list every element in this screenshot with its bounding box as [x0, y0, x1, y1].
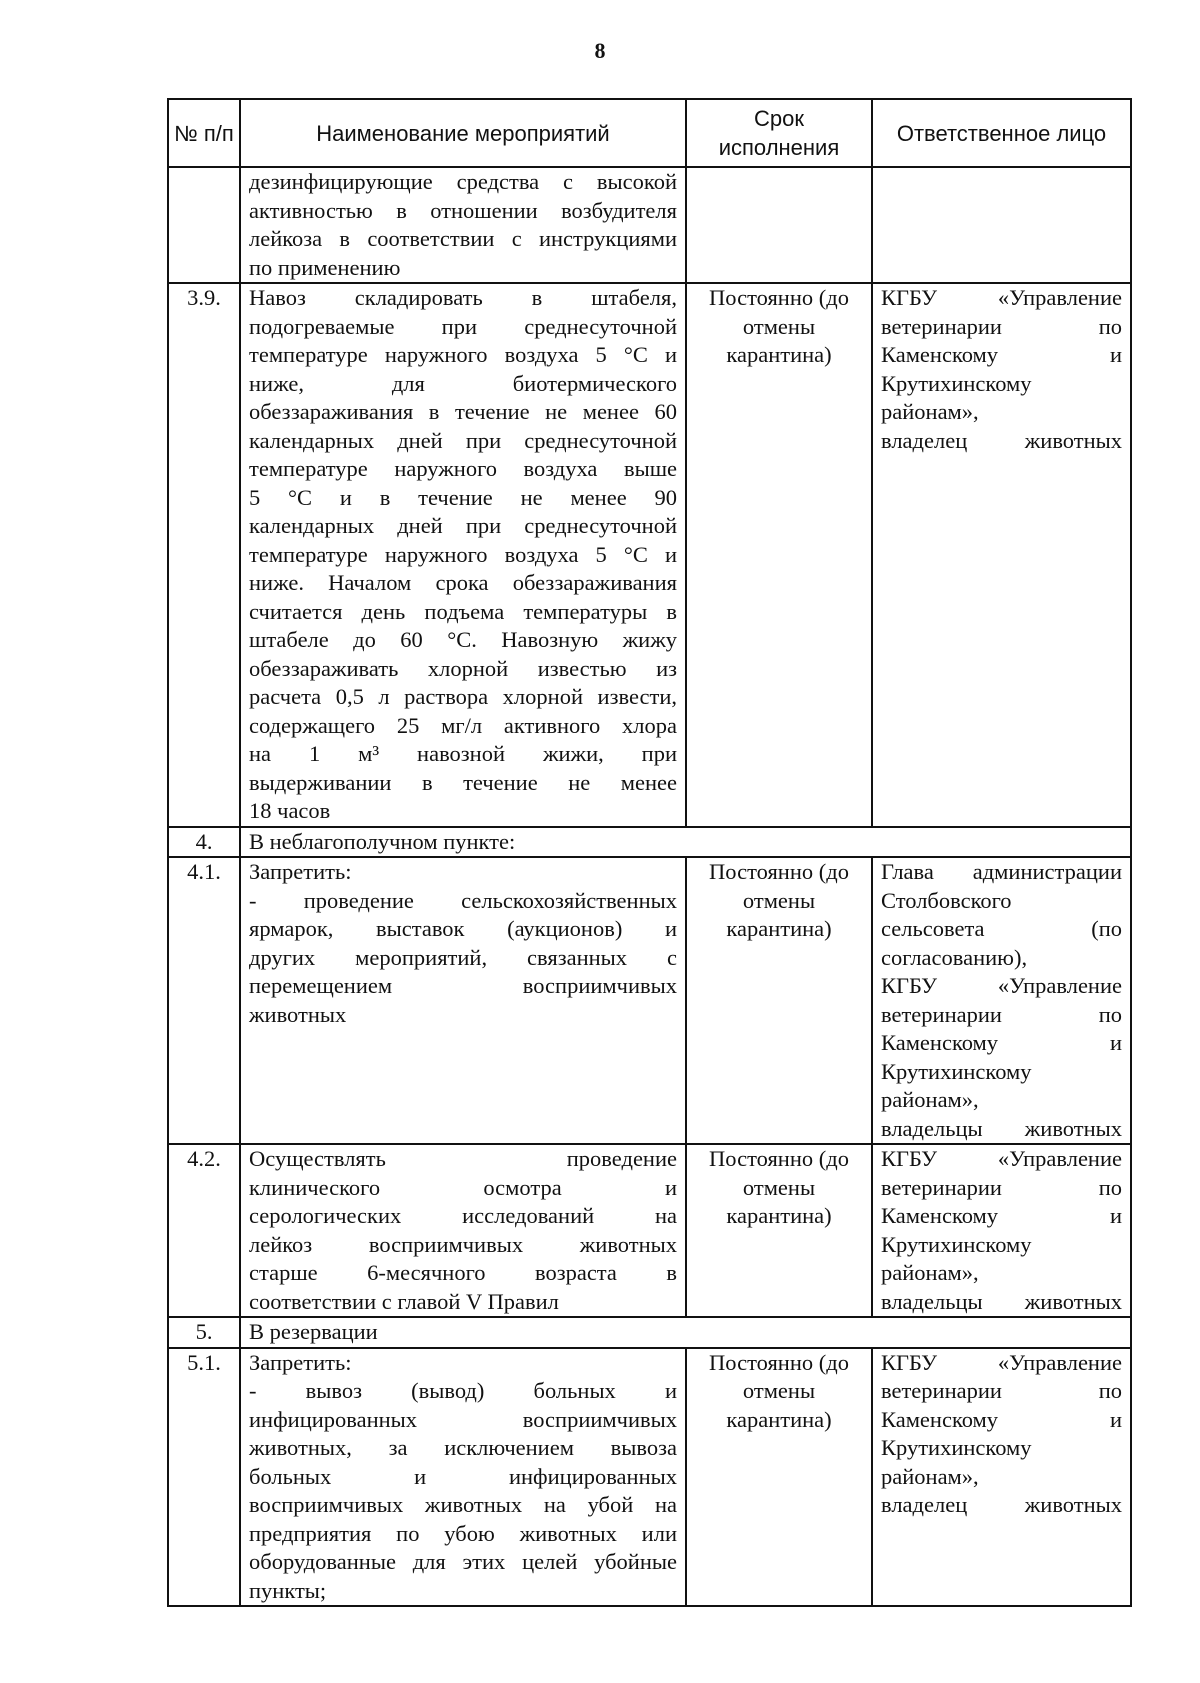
- execution-term: Постоянно (до отмены карантина): [686, 283, 872, 827]
- responsible-line: КГБУ «Управление: [881, 1349, 1122, 1375]
- measure-description: [240, 283, 686, 827]
- responsible-line: владельцы животных: [881, 1288, 1122, 1314]
- responsible-line: ветеринарии по: [881, 1378, 1122, 1403]
- description-line: - проведение сельскохозяйственных: [249, 887, 677, 913]
- table-row: [168, 1348, 1131, 1607]
- description-line: календарных дней при среднесуточной: [249, 427, 677, 453]
- table-body: [168, 167, 1131, 1606]
- responsible-line: Столбовского: [881, 887, 1012, 913]
- description-line: подогреваемые при среднесуточной: [249, 313, 677, 339]
- table-header-row: [168, 99, 1131, 167]
- description-line: серологических исследований на: [249, 1203, 677, 1228]
- description-line: температуре наружного воздуха 5 °С и: [249, 342, 677, 367]
- section-title: В резервации: [240, 1317, 1131, 1348]
- responsible-person: [872, 1144, 1131, 1317]
- execution-term: Постоянно (до отмены карантина): [686, 857, 872, 1144]
- description-line: восприимчивых животных на убой на: [249, 1492, 677, 1517]
- table-section-row: [168, 1317, 1131, 1348]
- responsible-line: районам»,: [881, 399, 979, 424]
- description-line: перемещением восприимчивых: [249, 973, 677, 998]
- description-line: клинического осмотра и: [249, 1174, 677, 1200]
- responsible-line: Глава администрации: [881, 859, 1122, 884]
- row-number: 4.: [168, 827, 240, 858]
- description-line: предприятия по убою животных или: [249, 1520, 677, 1546]
- table-row: [168, 283, 1131, 827]
- section-title: В неблагополучном пункте:: [240, 827, 1131, 858]
- description-line: пункты;: [249, 1577, 327, 1603]
- responsible-line: районам»,: [881, 1087, 979, 1112]
- row-number: [168, 167, 240, 283]
- description-line: активностью в отношении возбудителя: [249, 197, 677, 223]
- description-line: температуре наружного воздуха 5 °С и: [249, 541, 677, 567]
- responsible-line: владелец животных: [881, 427, 1122, 453]
- description-line: других мероприятий, связанных с: [249, 944, 677, 970]
- row-number: 3.9.: [168, 283, 240, 827]
- description-line: 5 °С и в течение не менее 90: [249, 484, 677, 510]
- description-line: календарных дней при среднесуточной: [249, 513, 677, 538]
- responsible-line: Каменскому и: [881, 1406, 1122, 1432]
- measure-description: [240, 857, 686, 1144]
- responsible-line: КГБУ «Управление: [881, 285, 1122, 310]
- description-line: штабеле до 60 °С. Навозную жижу: [249, 627, 677, 652]
- measure-description: [240, 1348, 686, 1607]
- header-num: № п/п: [168, 99, 240, 167]
- table-section-row: [168, 827, 1131, 858]
- measure-description: [240, 1144, 686, 1317]
- header-name: Наименование мероприятий: [240, 99, 686, 167]
- description-line: больных и инфицированных: [249, 1463, 677, 1489]
- responsible-person: [872, 167, 1131, 283]
- description-line: старше 6-месячного возраста в: [249, 1260, 677, 1285]
- measure-description: [240, 167, 686, 283]
- execution-term: [686, 167, 872, 283]
- description-line: ниже. Началом срока обеззараживания: [249, 570, 677, 595]
- description-line: считается день подъема температуры в: [249, 598, 677, 624]
- description-line: по применению: [249, 254, 401, 280]
- responsible-line: владелец животных: [881, 1492, 1122, 1517]
- responsible-line: Крутихинскому: [881, 1058, 1032, 1084]
- description-line: инфицированных восприимчивых: [249, 1406, 677, 1432]
- execution-term: Постоянно (до отмены карантина): [686, 1348, 872, 1607]
- description-line: оборудованные для этих целей убойные: [249, 1549, 677, 1574]
- description-line: выдерживании в течение не менее: [249, 769, 677, 795]
- description-line: на 1 м³ навозной жижи, при: [249, 741, 677, 766]
- description-line: 18 часов: [249, 798, 331, 823]
- responsible-line: согласованию),: [881, 944, 1028, 970]
- description-line: обеззараживания в течение не менее 60: [249, 399, 677, 424]
- responsible-line: ветеринарии по: [881, 313, 1122, 339]
- row-number: 4.1.: [168, 857, 240, 1144]
- responsible-line: районам»,: [881, 1463, 979, 1489]
- description-line: температуре наружного воздуха выше: [249, 456, 677, 481]
- responsible-line: КГБУ «Управление: [881, 1146, 1122, 1171]
- description-line: содержащего 25 мг/л активного хлора: [249, 712, 677, 738]
- responsible-line: Каменскому и: [881, 1203, 1122, 1228]
- responsible-line: сельсовета (по: [881, 916, 1122, 941]
- row-number: 5.: [168, 1317, 240, 1348]
- table-row: [168, 857, 1131, 1144]
- responsible-line: Крутихинскому: [881, 1231, 1032, 1257]
- measures-table: [167, 98, 1132, 1607]
- responsible-person: [872, 857, 1131, 1144]
- description-line: животных, за исключением вывоза: [249, 1435, 677, 1460]
- description-line: лейкоза в соответствии с инструкциями: [249, 226, 677, 251]
- description-line: - вывоз (вывод) больных и: [249, 1378, 677, 1403]
- responsible-line: ветеринарии по: [881, 1001, 1122, 1027]
- responsible-line: Каменскому и: [881, 1030, 1122, 1055]
- description-line: соответствии с главой V Правил: [249, 1288, 559, 1314]
- responsible-line: ветеринарии по: [881, 1174, 1122, 1200]
- responsible-line: Крутихинскому: [881, 370, 1032, 396]
- row-number: 4.2.: [168, 1144, 240, 1317]
- page-number: 8: [594, 38, 606, 63]
- table-row: [168, 167, 1131, 283]
- responsible-line: владельцы животных: [881, 1115, 1122, 1141]
- header-responsible: Ответственное лицо: [872, 99, 1131, 167]
- description-line: Осуществлять проведение: [249, 1146, 677, 1171]
- description-line: Запретить:: [249, 859, 352, 884]
- description-line: ярмарок, выставок (аукционов) и: [249, 916, 677, 941]
- responsible-person: [872, 1348, 1131, 1607]
- description-line: Навоз складировать в штабеля,: [249, 285, 677, 310]
- responsible-line: Крутихинскому: [881, 1435, 1032, 1460]
- header-term: Срок исполнения: [686, 99, 872, 167]
- responsible-line: Каменскому и: [881, 342, 1122, 367]
- description-line: животных: [249, 1001, 347, 1027]
- description-line: Запретить:: [249, 1349, 352, 1375]
- description-line: дезинфицирующие средства с высокой: [249, 169, 677, 194]
- table-row: [168, 1144, 1131, 1317]
- description-line: лейкоз восприимчивых животных: [249, 1231, 677, 1257]
- description-line: расчета 0,5 л раствора хлорной извести,: [249, 684, 677, 709]
- description-line: обеззараживать хлорной известью из: [249, 655, 677, 681]
- responsible-person: [872, 283, 1131, 827]
- description-line: ниже, для биотермического: [249, 370, 677, 396]
- row-number: 5.1.: [168, 1348, 240, 1607]
- execution-term: Постоянно (до отмены карантина): [686, 1144, 872, 1317]
- responsible-line: КГБУ «Управление: [881, 973, 1122, 998]
- responsible-line: районам»,: [881, 1260, 979, 1285]
